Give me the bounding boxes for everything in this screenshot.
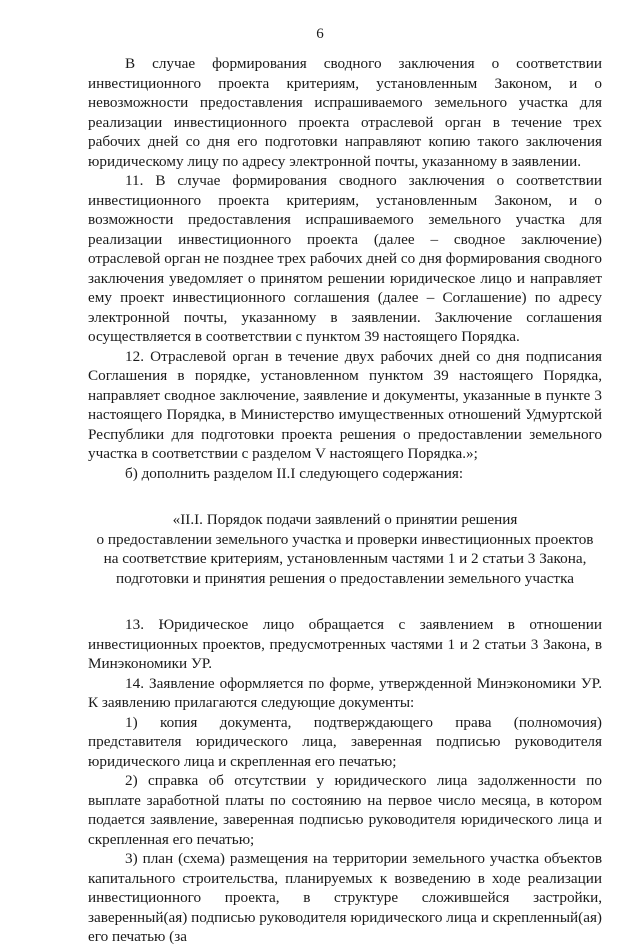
document-body (88, 54, 602, 947)
section-heading-line: о предоставлении земельного участка и проверки инвестиционных проектов (96, 530, 594, 548)
list-item-document-1: 1) копия документа, подтверждающего права (полномочия) представителя юридического лица, заверенная подписью руководителя юридического лица и скрепленная его печатью; (88, 713, 602, 770)
list-item-document-2: 2) справка об отсутствии у юридического лица задолженности по выплате заработной платы по состоянию на первое число месяца, в котором подается заявление, заверенная подписью руководителя юридического лица и скрепленная его печатью; (88, 772, 602, 848)
page-number: 6 (316, 26, 324, 42)
list-item-document-3: 3) план (схема) размещения на территории земельного участка объектов капитального строительства, планируемых к возведению в ходе реализации инвестиционного проекта, в структуре сложившейся застройки, заверенный(ая) подписью руководителя юридического лица и скрепленный(ая) его печатью (за (88, 850, 602, 945)
section-heading-line: подготовки и принятия решения о предоставлении земельного участка (116, 569, 574, 587)
paragraph-item-13: 13. Юридическое лицо обращается с заявлением в отношении инвестиционных проектов, предусмотренных частями 1 и 2 статьи 3 Закона, в Минэкономики УР. (88, 616, 602, 672)
section-heading (88, 510, 602, 588)
paragraph-consolidated-conclusion-impossibility: В случае формирования сводного заключения о соответствии инвестиционного проекта критериям, установленным Законом, и о невозможности предоставления испрашиваемого земельного участка для реализации инвестиционного проекта отраслевой орган в течение трех рабочих дней со дня его подготовки направляют копию такого заключения юридическому лицу по адресу электронной почты, указанному в заявлении. (88, 55, 602, 170)
section-heading-line: на соответствие критериям, установленным частями 1 и 2 статьи 3 Закона, (103, 550, 587, 567)
paragraph-amendment-b: б) дополнить разделом II.I следующего содержания: (125, 464, 464, 482)
paragraph-item-11: 11. В случае формирования сводного заключения о соответствии инвестиционного проекта критериям, установленным Законом, и о возможности предоставления испрашиваемого земельного участка для реализации инвестиционного проекта (далее – сводное заключение) отраслевой орган не позднее трех рабочих дней со дня формирования сводного заключения уведомляет о принятом решении юридическое лицо и направляет ему проект инвестиционного соглашения (далее – Соглашение) по адресу электронной почты, указанному в заявлении. Заключение соглашения осуществляется в соответствии с пунктом 39 настоящего Порядка. (88, 172, 602, 345)
paragraph-item-14: 14. Заявление оформляется по форме, утвержденной Минэкономики УР. К заявлению прилагаются следующие документы: (88, 674, 602, 711)
section-heading-line: «II.I. Порядок подачи заявлений о принятии решения (172, 511, 518, 528)
paragraph-item-12: 12. Отраслевой орган в течение двух рабочих дней со дня подписания Соглашения в порядке, установленном пунктом 39 настоящего Порядка, направляет сводное заключение, заявление и документы, указанные в пункте 3 настоящего Порядка, в Министерство имущественных отношений Удмуртской Республики для подготовки проекта решения о предоставлении земельного участка в соответствии с разделом V настоящего Порядка.»; (88, 347, 602, 462)
